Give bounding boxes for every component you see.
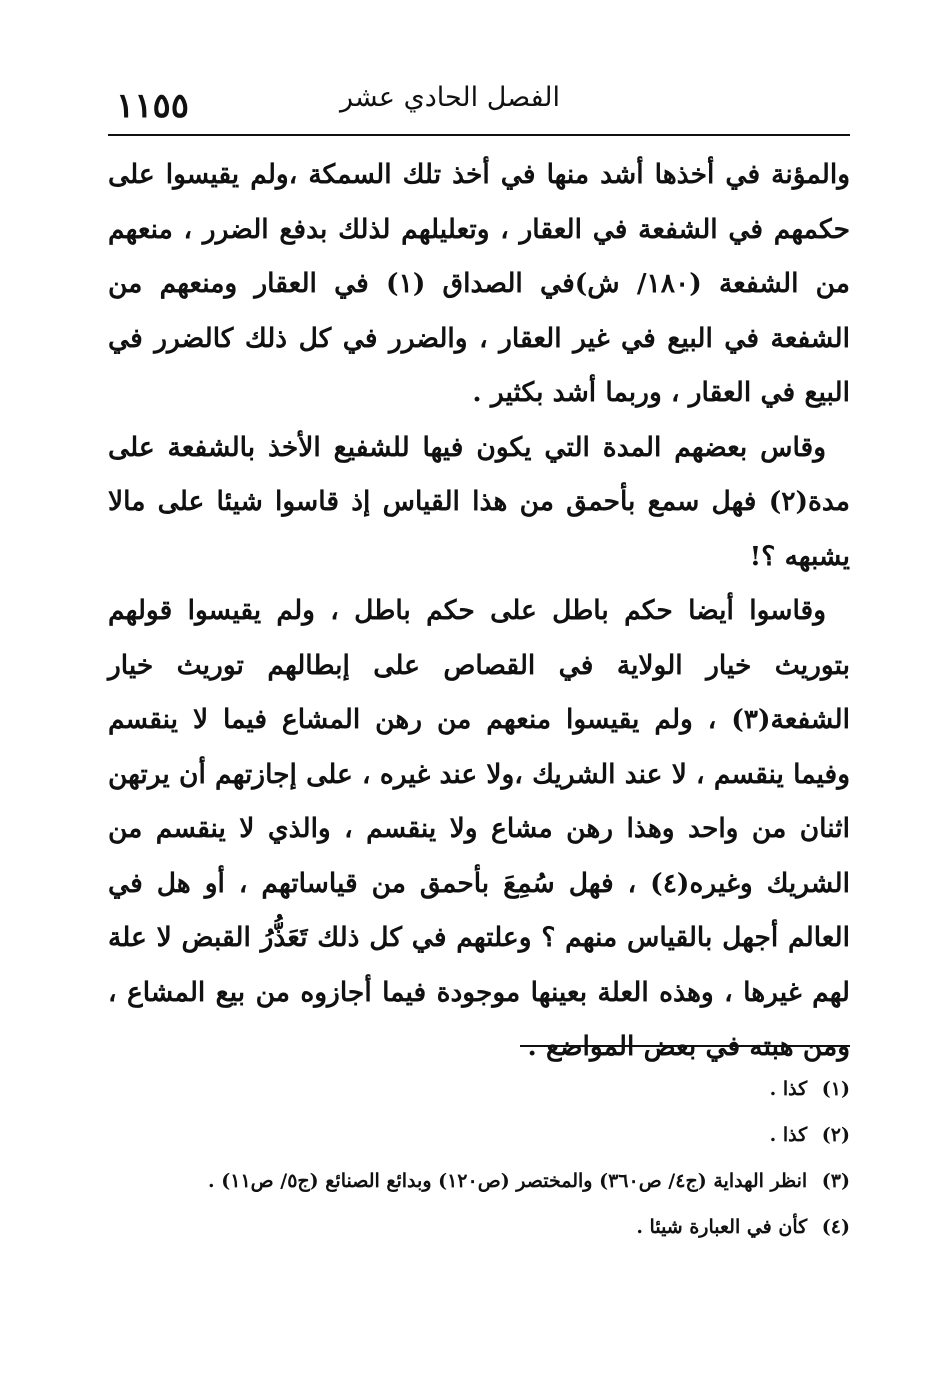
footnote-text: كأن في العبارة شيئا . [636,1216,808,1238]
footnote-text: كذا . [769,1124,808,1146]
footnote-number: (٣) [821,1170,850,1192]
footnotes [108,1066,850,1250]
main-text [108,148,850,1075]
footnote-item [108,1158,850,1204]
footnote-text: انظر الهداية (ج٤/ ص٣٦٠) والمختصر (ص١٢٠) وبدائع الصنائع (ج٥/ ص١١) . [208,1170,808,1192]
paragraph: وقاس بعضهم المدة التي يكون فيها للشفيع الأخذ بالشفعة على مدة(٢) فهل سمع بأحمق من هذا القياس إذ قاسوا شيئا على مالا يشبهه ؟! [108,431,850,572]
footnote-divider [520,1045,850,1047]
footnote-number: (١) [821,1078,850,1100]
page-header [108,76,850,136]
footnote-item [108,1204,850,1250]
chapter-title: الفصل الحادي عشر [339,82,560,113]
paragraph: والمؤنة في أخذها أشد منها في أخذ تلك السمكة ،ولم يقيسوا على حكمهم في الشفعة في العقار ، وتعليلهم لذلك بدفع الضرر ، منعهم من الشفعة (١٨٠/ ش)في الصداق (١) في العقار ومنعهم من الشفعة في البيع في غير العقار ، والضرر في كل ذلك كالضرر في البيع في العقار ، وربما أشد بكثير . [108,159,850,408]
footnote-item [108,1066,850,1112]
page-number: ١١٥٥ [116,86,190,126]
header-divider [108,134,850,136]
footnote-number: (٢) [821,1124,850,1146]
footnote-number: (٤) [821,1216,850,1238]
footnote-text: كذا . [769,1078,808,1100]
paragraph: وقاسوا أيضا حكم باطل على حكم باطل ، ولم يقيسوا قولهم بتوريث خيار الولاية في القصاص على إبطالهم توريث خيار الشفعة(٣) ، ولم يقيسوا منعهم من رهن المشاع فيما لا ينقسم وفيما ينقسم ، لا عند الشريك ،ولا عند غيره ، على إجازتهم أن يرتهن اثنان من واحد وهذا رهن مشاع ولا ينقسم ، والذي لا ينقسم من الشريك وغيره(٤) ، فهل سُمِعَ بأحمق من قياساتهم ، أو هل في العالم أجهل بالقياس منهم ؟ وعلتهم في كل ذلك تَعَذُّرُ القبض لا علة لهم غيرها ، وهذه العلة بعينها موجودة فيما أجازوه من بيع المشاع ، ومن هبته في بعض المواضع . [108,595,850,1062]
footnote-item [108,1112,850,1158]
